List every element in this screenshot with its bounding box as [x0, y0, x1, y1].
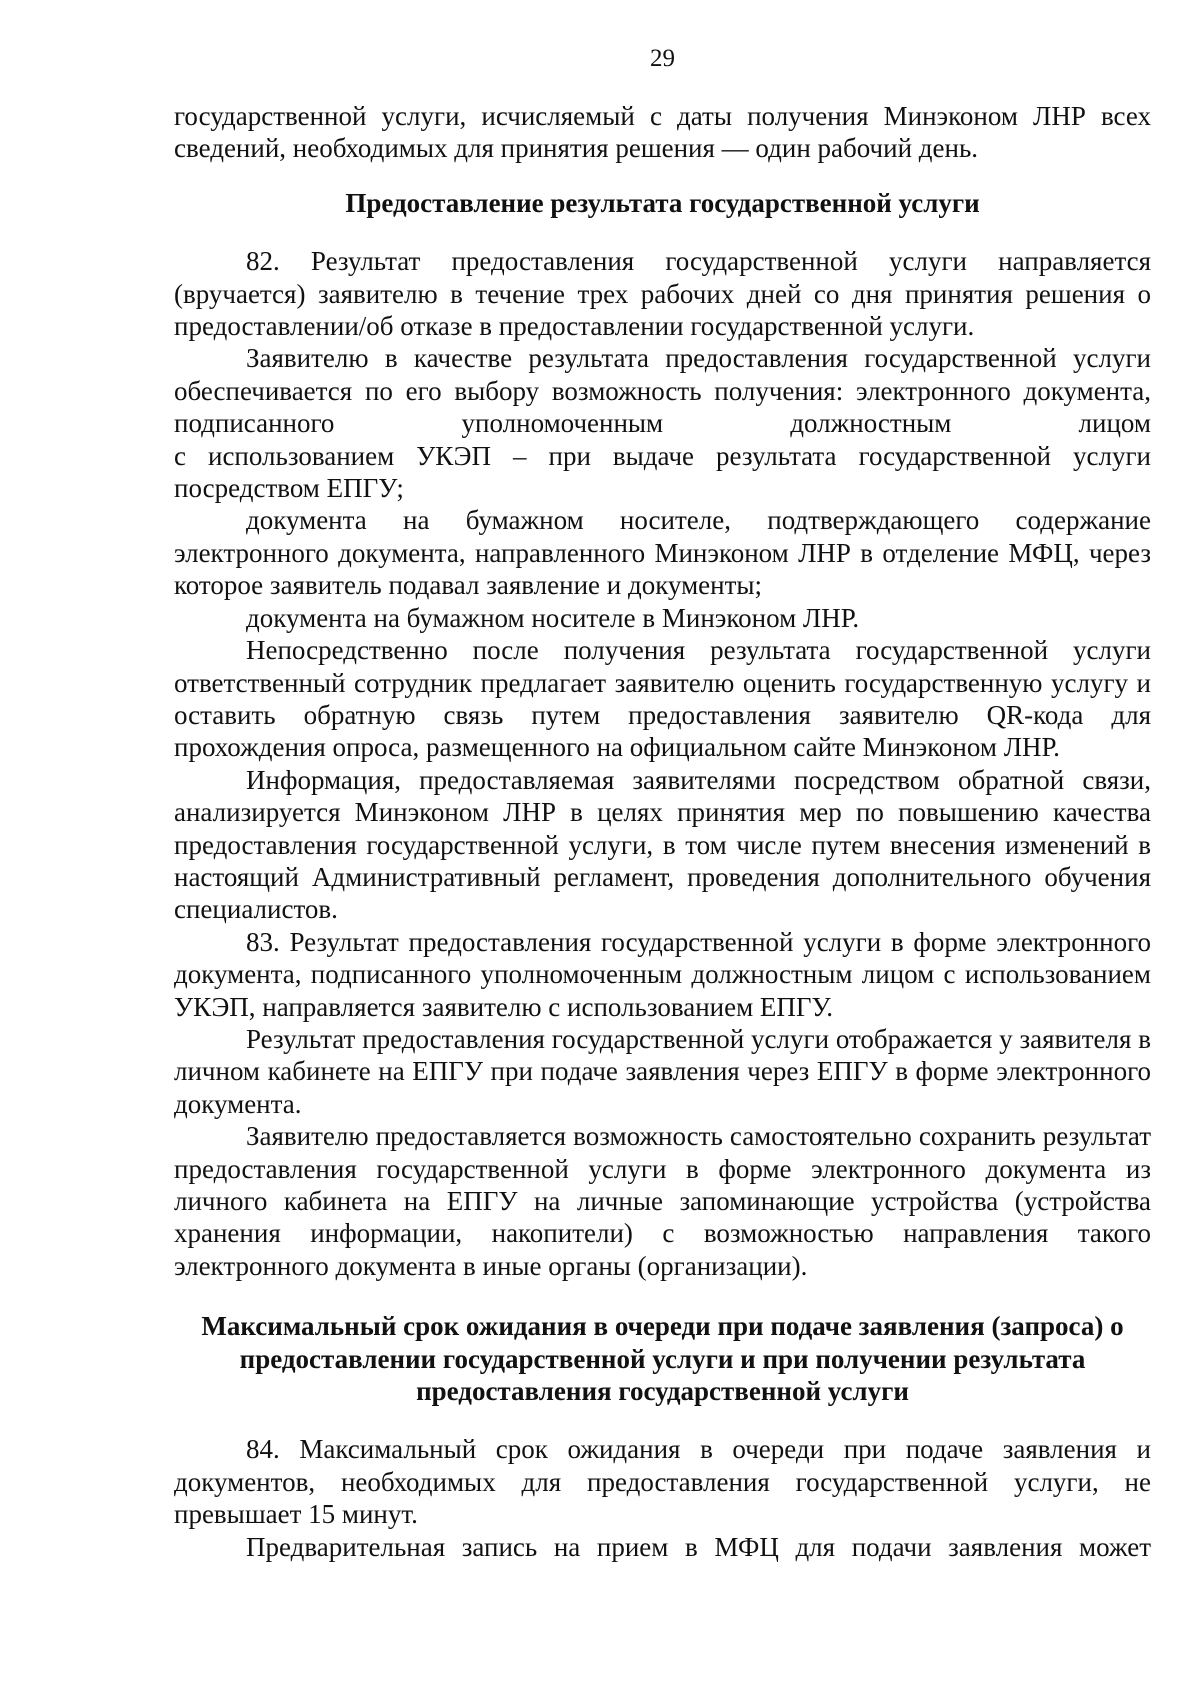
paragraph-preregistration: Предварительная запись на прием в МФЦ для подачи заявления может [246, 1531, 1151, 1562]
paragraph-paper-document-mfc: документа на бумажном носителе, подтверждающего содержание электронного документа, направленного Минэконом ЛНР в отделение МФЦ, через которое заявитель подавал заявление и документы; [174, 505, 1151, 601]
paragraph-feedback-analysis: Информация, предоставляемая заявителями посредством обратной связи, анализируется Минэконом ЛНР в целях принятия мер по повышению качества предоставления государственной услуги, в том числе путем внесения изменений в настоящий Административный регламент, проведения дополнительного обучения специалистов. [174, 764, 1151, 925]
page-number: 29 [650, 45, 675, 72]
heading-line-1: Максимальный срок ожидания в очереди при подаче заявления (запроса) о [201, 1311, 1124, 1342]
paragraph-ukep-epgu: с использованием УКЭП – при выдаче результата государственной услуги посредством ЕПГУ; [174, 440, 1151, 504]
paragraph-continued: государственной услуги, исчисляемый с даты получения Минэконом ЛНР всех сведений, необходимых для принятия решения — один рабочий день. [174, 101, 1151, 164]
heading-line-2: предоставлении государственной услуги и при получении результата [239, 1343, 1086, 1374]
paragraph-83: 83. Результат предоставления государственной услуги в форме электронного документа, подписанного уполномоченным должностным лицом с использованием УКЭП, направляется заявителю с использованием ЕПГУ. [174, 926, 1151, 1022]
paragraph-82: 82. Результат предоставления государственной услуги направляется (вручается) заявителю в течение трех рабочих дней со дня принятия решения о предоставлении/об отказе в предоставлении государственной услуги. [174, 246, 1151, 342]
document-page [174, 40, 1151, 1563]
paragraph-feedback-qr: Непосредственно после получения результата государственной услуги ответственный сотрудник предлагает заявителю оценить государственную услугу и оставить обратную связь путем предоставления заявителю QR-кода для прохождения опроса, размещенного на официальном сайте Минэконом ЛНР. [174, 635, 1151, 763]
paragraph-result-options: Заявителю в качестве результата предоставления государственной услуги обеспечивается по его выбору возможность получения: электронного документа, подписанного уполномоченным должностным лицом [174, 343, 1151, 439]
paragraph-save-result: Заявителю предоставляется возможность самостоятельно сохранить результат предоставления государственной услуги в форме электронного документа из личного кабинета на ЕПГУ на личные запоминающие устройства (устройства хранения информации, накопители) с возможностью направления такого электронного документа в иные органы (организации). [174, 1121, 1151, 1281]
paragraph-paper-document-ministry: документа на бумажном носителе в Минэконом ЛНР. [246, 602, 860, 633]
section-heading-result-provision: Предоставление результата государственной услуги [345, 187, 980, 218]
paragraph-result-display: Результат предоставления государственной услуги отображается у заявителя в личном кабинете на ЕПГУ при подаче заявления через ЕПГУ в форме электронного документа. [174, 1023, 1151, 1119]
section-heading-max-wait [174, 1310, 1151, 1407]
heading-line-3: предоставления государственной услуги [416, 1376, 909, 1407]
paragraph-84: 84. Максимальный срок ожидания в очереди при подаче заявления и документов, необходимых для предоставления государственной услуги, не превышает 15 минут. [174, 1434, 1151, 1530]
